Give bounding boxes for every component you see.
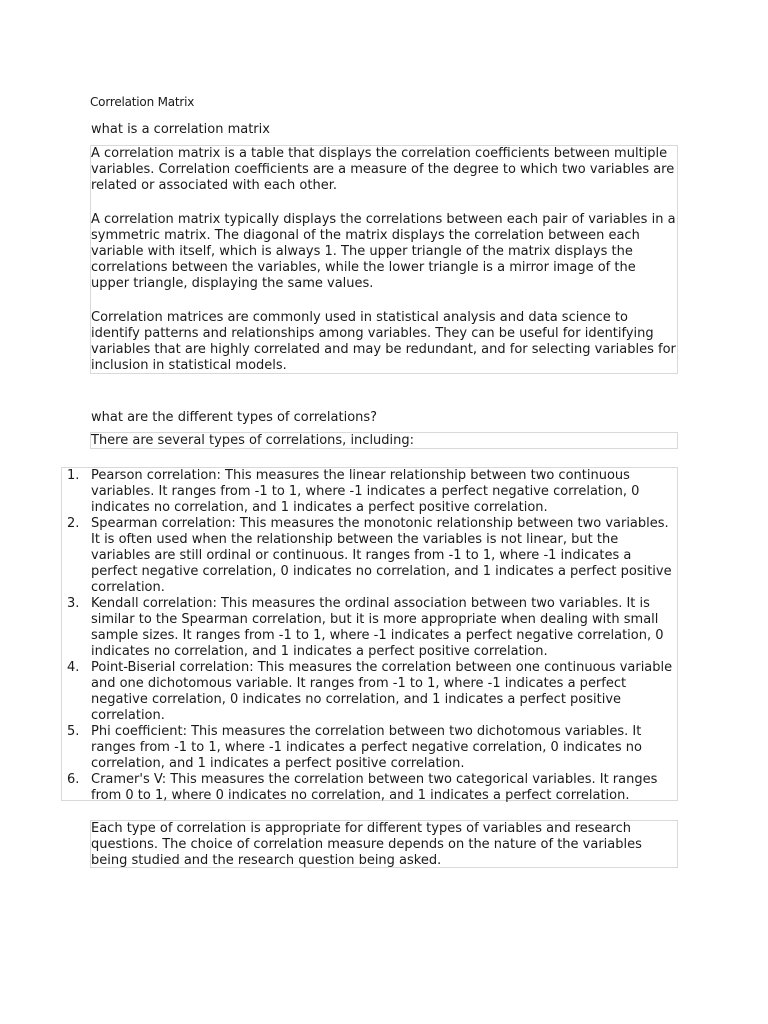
paragraph: A correlation matrix is a table that displays the correlation coefficients between multiple variables. Correlation coefficients are a measure of the degree to which two variables are related or associated with each other. [91, 146, 675, 193]
list-item [62, 516, 677, 596]
list-item [62, 468, 677, 516]
list-item [62, 772, 677, 804]
document-title: Correlation Matrix [90, 95, 195, 109]
list-item-text: Pearson correlation: This measures the linear relationship between two continuous variables. It ranges from -1 to 1, where -1 indicates a perfect negative correlation, 0 indicates no correlation, and 1 indicates a perfect positive correlation. [91, 468, 640, 515]
paragraph: A correlation matrix typically displays the correlations between each pair of variables in a symmetric matrix. The diagonal of the matrix displays the correlation between each variable with itself, which is always 1. The upper triangle of the matrix displays the correlations between the variables, while the lower triangle is a mirror image of the upper triangle, displaying the same values. [91, 212, 676, 291]
numbered-list [62, 468, 677, 804]
paragraph: Each type of correlation is appropriate for different types of variables and research questions. The choice of correlation measure depends on the nature of the variables being studied and the research question being asked. [91, 821, 642, 868]
list-number: 2. [67, 516, 80, 531]
list-number: 4. [67, 660, 80, 675]
paragraph: There are several types of correlations, including: [91, 433, 415, 448]
list-item-text: Kendall correlation: This measures the ordinal association between two variables. It is similar to the Spearman correlation, but it is more appropriate when dealing with small sample sizes. It ranges from -1 to 1, where -1 indicates a perfect negative correlation, 0 indicates no correlation, and 1 indicates a perfect positive correlation. [91, 596, 664, 659]
text-block-types-list[interactable] [61, 467, 678, 801]
list-item-text: Spearman correlation: This measures the monotonic relationship between two variables. It is often used when the relationship between the variables is not linear, but the variables are still ordinal or continuous. It ranges from -1 to 1, where -1 indicates a perfect negative correlation, 0 indicates no correlation, and 1 indicates a perfect positive correlation. [91, 516, 672, 595]
section-heading-correlation-matrix: what is a correlation matrix [91, 122, 270, 137]
list-number: 1. [67, 468, 80, 483]
list-number: 6. [67, 772, 80, 787]
section-heading-types: what are the different types of correlations? [91, 410, 378, 425]
list-item [62, 660, 677, 724]
list-number: 5. [67, 724, 80, 739]
text-block-closing[interactable] [90, 820, 678, 868]
paragraph: Correlation matrices are commonly used in statistical analysis and data science to identify patterns and relationships among variables. They can be useful for identifying variables that are highly correlated and may be redundant, and for selecting variables for inclusion in statistical models. [91, 310, 676, 373]
list-item-text: Phi coefficient: This measures the correlation between two dichotomous variables. It ranges from -1 to 1, where -1 indicates a perfect negative correlation, 0 indicates no correlation, and 1 indicates a perfect positive correlation. [91, 724, 642, 771]
list-number: 3. [67, 596, 80, 611]
list-item [62, 724, 677, 772]
text-block-intro[interactable] [90, 145, 678, 374]
list-item-text: Cramer's V: This measures the correlation between two categorical variables. It ranges from 0 to 1, where 0 indicates no correlation, and 1 indicates a perfect correlation. [91, 772, 658, 803]
list-item [62, 596, 677, 660]
list-item-text: Point-Biserial correlation: This measures the correlation between one continuous variable and one dichotomous variable. It ranges from -1 to 1, where -1 indicates a perfect negative correlation, 0 indicates no correlation, and 1 indicates a perfect positive correlation. [91, 660, 673, 723]
text-block-types-intro[interactable] [90, 432, 678, 449]
